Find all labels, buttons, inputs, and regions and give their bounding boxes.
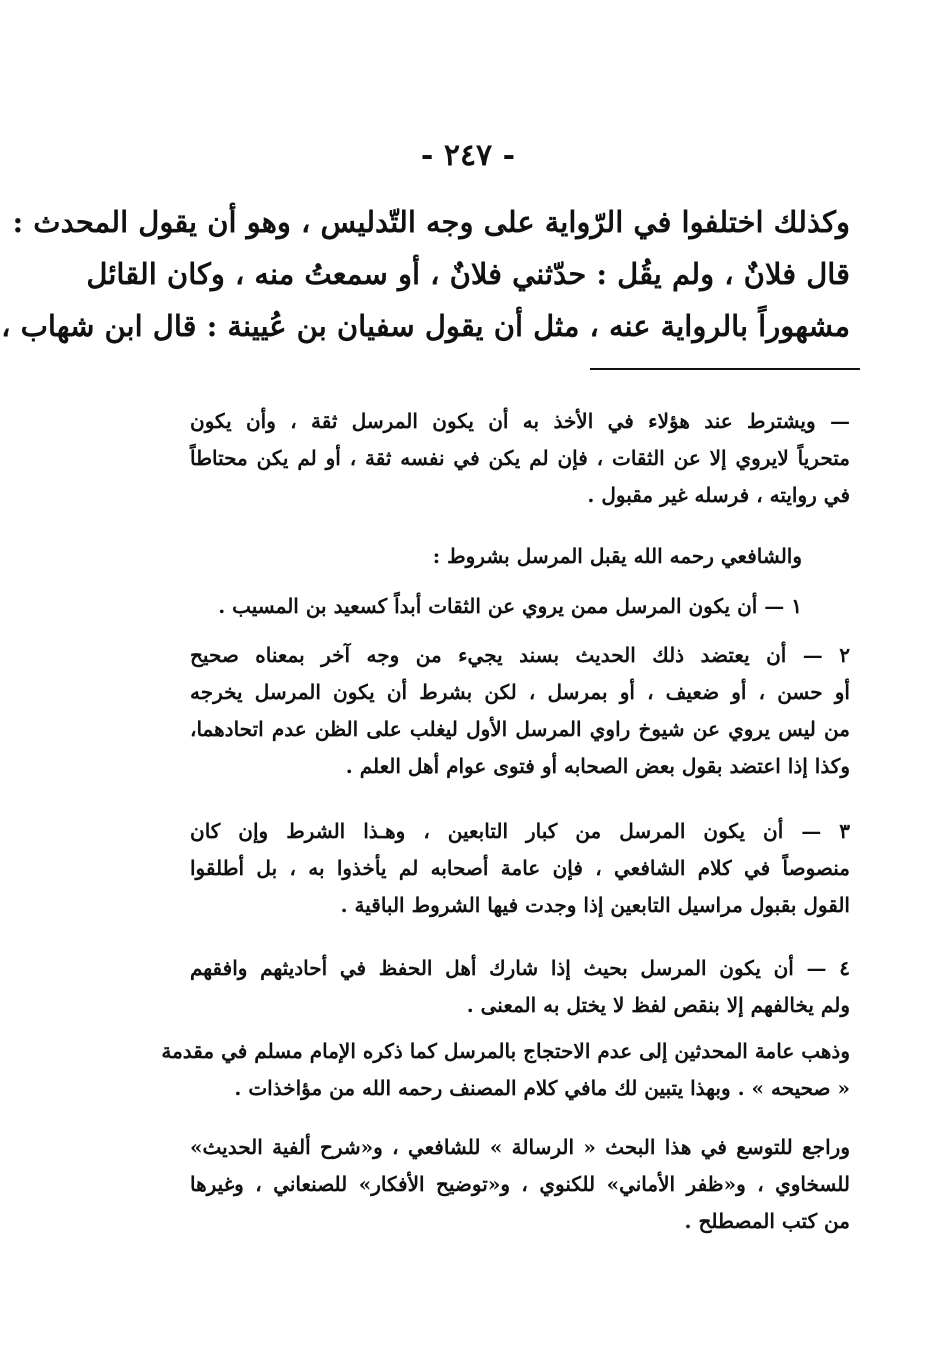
footnote-line: من كتب المصطلح . [684, 1209, 850, 1233]
footnote-line: ولم يخالفهم إلا بنقص لفظ لا يختل به المعنى . [466, 993, 850, 1017]
footnote-intro [190, 403, 850, 514]
footnote-line: للسخاوي ، و«ظفر الأماني» للكنوي ، و«توضيح الأفكار» للصنعاني ، وغيرها [190, 1172, 850, 1196]
footnote-line: ١ — أن يكون المرسل ممن يروي عن الثقات أبداً كسعيد بن المسيب . [218, 594, 802, 618]
footnote-line: ٤ — أن يكون المرسل بحيث إذا شارك أهل الحفظ في أحاديثهم وافقهم [190, 956, 850, 980]
footnote-line: أو حسن ، أو ضعيف ، أو بمرسل ، لكن بشرط أن يكون المرسل يخرجه [190, 680, 850, 704]
footnote-line: وراجع للتوسع في هذا البحث « الرسالة » للشافعي ، و«شرح ألفية الحديث» [190, 1135, 850, 1159]
page-number: - ٢٤٧ - [420, 138, 516, 173]
main-line: مشهوراً بالرواية عنه ، مثل أن يقول سفيان بن عُيينة : قال ابن شهاب ، [1, 309, 850, 343]
footnote-line: من ليس يروي عن شيوخ راوي المرسل الأول ليغلب على الظن عدم اتحادهما، [190, 717, 850, 741]
main-line: قال فلانٌ ، ولم يقُل : حدّثني فلانٌ ، أو سمعتُ منه ، وكان القائل [86, 257, 850, 291]
footnote-muhaddithin [161, 1033, 850, 1107]
footnote-condition-3 [190, 813, 850, 924]
footnote-line: متحرياً لايروي إلا عن الثقات ، فإن لم يكن في نفسه ثقة ، أو لم يكن محتاطاً [190, 446, 850, 470]
footnote-line: ٣ — أن يكون المرسل من كبار التابعين ، وهـذا الشرط وإن كان [190, 819, 850, 843]
footnote-line: وكذا إذا اعتضد بقول بعض الصحابه أو فتوى عوام أهل العلم . [345, 754, 850, 778]
footnote-shafii [190, 538, 850, 575]
footnote-references [190, 1129, 850, 1240]
footnote-line: القول بقبول مراسيل التابعين إذا وجدت فيها الشروط الباقية . [340, 893, 850, 917]
footnote-line: والشافعي رحمه الله يقبل المرسل بشروط : [432, 544, 802, 568]
footnote-line: وذهب عامة المحدثين إلى عدم الاحتجاج بالمرسل كما ذكره الإمام مسلم في مقدمة [161, 1039, 850, 1063]
footnote-line: ٢ — أن يعتضد ذلك الحديث بسند يجيء من وجه آخر بمعناه صحيح [190, 643, 850, 667]
main-line: وكذلك اختلفوا في الرّواية على وجه التّدليس ، وهو أن يقول المحدث : [12, 205, 850, 239]
footnote-line: « صحيحه » . وبهذا يتبين لك مافي كلام المصنف رحمه الله من مؤاخذات . [234, 1076, 850, 1100]
footnote-line: — ويشترط عند هؤلاء في الأخذ به أن يكون المرسل ثقة ، وأن يكون [190, 409, 850, 433]
footnote-line: منصوصاً في كلام الشافعي ، فإن عامة أصحابه لم يأخذوا به ، بل أطلقوا [190, 856, 850, 880]
footnote-condition-4 [190, 950, 850, 1024]
main-text [1, 196, 850, 352]
footnote-divider [590, 368, 860, 370]
footnote-line: في روايته ، فرسله غير مقبول . [587, 483, 850, 507]
footnote-condition-1 [190, 588, 850, 625]
footnote-condition-2 [190, 637, 850, 785]
